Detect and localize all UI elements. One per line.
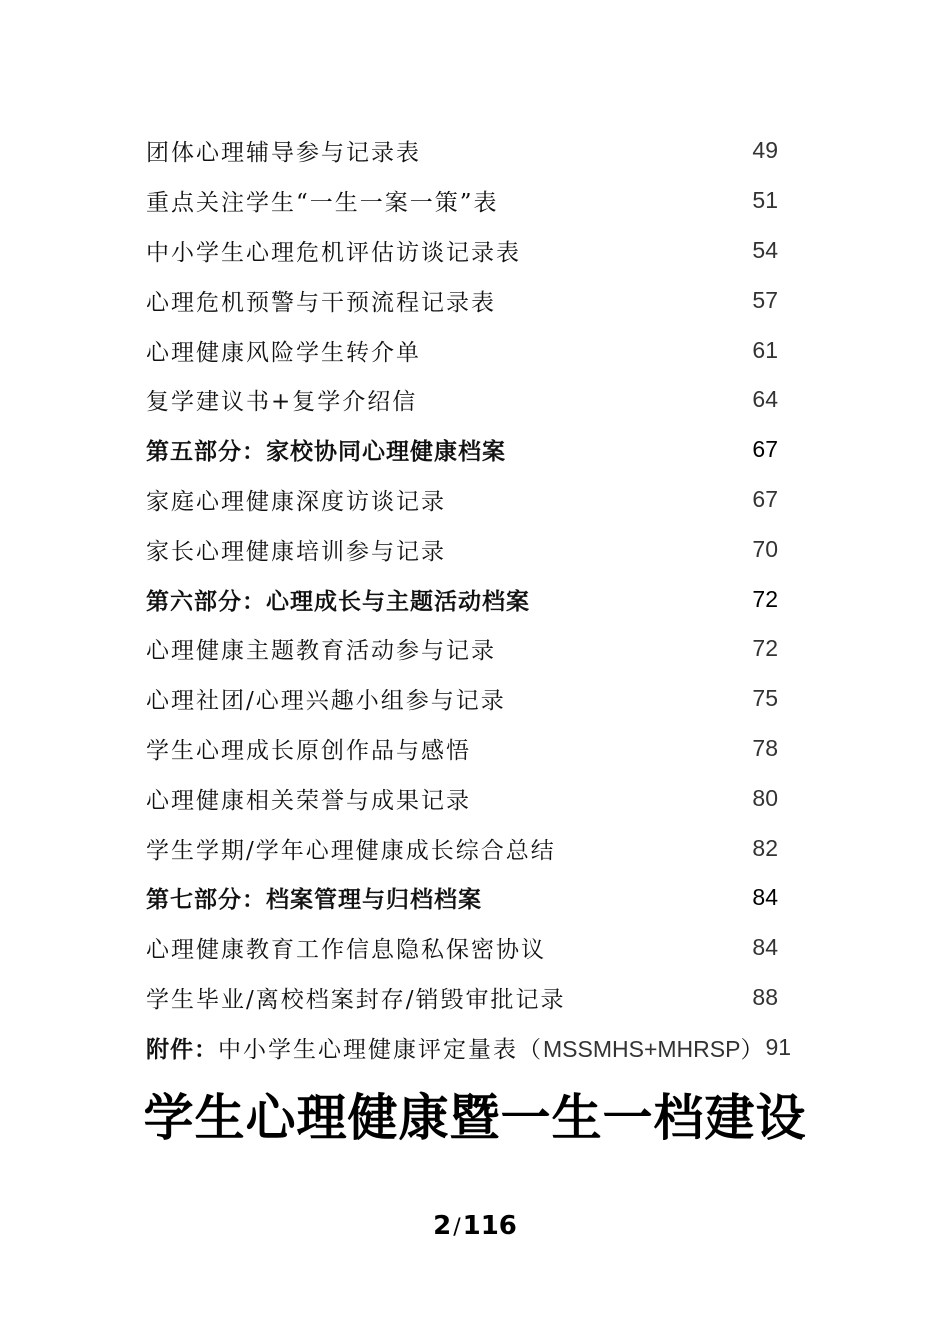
current-page: 2: [433, 1211, 452, 1241]
toc-section-label: 第五部分：家校协同心理健康档案: [146, 439, 506, 466]
toc-entry[interactable]: [146, 923, 778, 973]
toc-entry-page: 80: [752, 784, 778, 811]
toc-section-heading[interactable]: [146, 873, 778, 923]
toc-entry-page: 64: [752, 386, 778, 413]
toc-entry-page: 61: [752, 336, 778, 363]
toc-entry[interactable]: [146, 275, 778, 325]
toc-entry-label: 心理健康主题教育活动参与记录: [146, 638, 496, 665]
toc-entry-label: 家庭心理健康深度访谈记录: [146, 488, 446, 515]
toc-entry[interactable]: [146, 375, 778, 425]
toc-entry-page: 84: [752, 934, 778, 961]
toc-entry-label: 复学建议书+复学介绍信: [146, 389, 418, 416]
total-pages: 116: [462, 1211, 517, 1241]
toc-entry-label: 心理健康教育工作信息隐私保密协议: [146, 937, 546, 964]
toc-entry[interactable]: [146, 624, 778, 674]
toc-entry-page: 49: [752, 137, 778, 164]
toc-appendix-entry[interactable]: [146, 1022, 792, 1072]
toc-entry-page: 78: [752, 734, 778, 761]
toc-entry-page: 67: [752, 485, 778, 512]
toc-appendix-page: 91: [765, 1033, 792, 1060]
appendix-lead: 附件：: [146, 1036, 218, 1063]
toc-section-page: 72: [752, 585, 778, 612]
toc-entry[interactable]: [146, 674, 778, 724]
toc-entry-page: 75: [752, 685, 778, 712]
toc-entry[interactable]: [146, 126, 778, 176]
page-separator: /: [453, 1215, 461, 1240]
toc-section-page: 84: [752, 884, 778, 911]
toc-section-heading[interactable]: [146, 425, 778, 475]
appendix-close: ）: [740, 1036, 766, 1063]
toc-entry-label: 家长心理健康培训参与记录: [146, 538, 446, 565]
toc-entry-label: 学生毕业/离校档案封存/销毁审批记录: [146, 986, 566, 1013]
toc-section-label: 第六部分：心理成长与主题活动档案: [146, 588, 530, 615]
appendix-code: MSSMHS+MHRSP: [543, 1035, 741, 1062]
document-title: 学生心理健康暨一生一档建设: [143, 1089, 807, 1147]
toc-entry-label: 心理健康相关荣誉与成果记录: [146, 787, 471, 814]
toc-entry-page: 88: [752, 983, 778, 1010]
toc-entry[interactable]: [146, 524, 778, 574]
toc-entry-label: 心理健康风险学生转介单: [146, 339, 421, 366]
toc-entry-page: 57: [752, 286, 778, 313]
toc-entry-page: 51: [752, 187, 778, 214]
toc-appendix-label: [146, 1031, 765, 1064]
toc-entry[interactable]: [146, 475, 778, 525]
toc-entry-page: 54: [752, 236, 778, 263]
table-of-contents: [146, 126, 792, 1072]
toc-entry-label: 重点关注学生“一生一案一策”表: [146, 190, 499, 217]
toc-entry[interactable]: [146, 773, 778, 823]
toc-entry-label: 中小学生心理危机评估访谈记录表: [146, 239, 521, 266]
toc-entry[interactable]: [146, 176, 778, 226]
toc-entry-page: 82: [752, 834, 778, 861]
toc-section-page: 67: [752, 436, 778, 463]
toc-entry-label: 学生学期/学年心理健康成长综合总结: [146, 837, 556, 864]
toc-entry-page: 72: [752, 635, 778, 662]
toc-entry[interactable]: [146, 823, 778, 873]
toc-entry[interactable]: [146, 724, 778, 774]
toc-entry-label: 学生心理成长原创作品与感悟: [146, 737, 471, 764]
toc-section-label: 第七部分：档案管理与归档档案: [146, 887, 482, 914]
toc-section-heading[interactable]: [146, 574, 778, 624]
appendix-text: 中小学生心理健康评定量表（: [218, 1036, 543, 1063]
toc-entry[interactable]: [146, 325, 778, 375]
toc-entry-page: 70: [752, 535, 778, 562]
toc-entry[interactable]: [146, 973, 778, 1023]
page-number: [0, 1211, 950, 1241]
toc-entry-label: 心理危机预警与干预流程记录表: [146, 289, 496, 316]
toc-entry-label: 团体心理辅导参与记录表: [146, 140, 421, 167]
toc-entry[interactable]: [146, 226, 778, 276]
toc-entry-label: 心理社团/心理兴趣小组参与记录: [146, 688, 506, 715]
